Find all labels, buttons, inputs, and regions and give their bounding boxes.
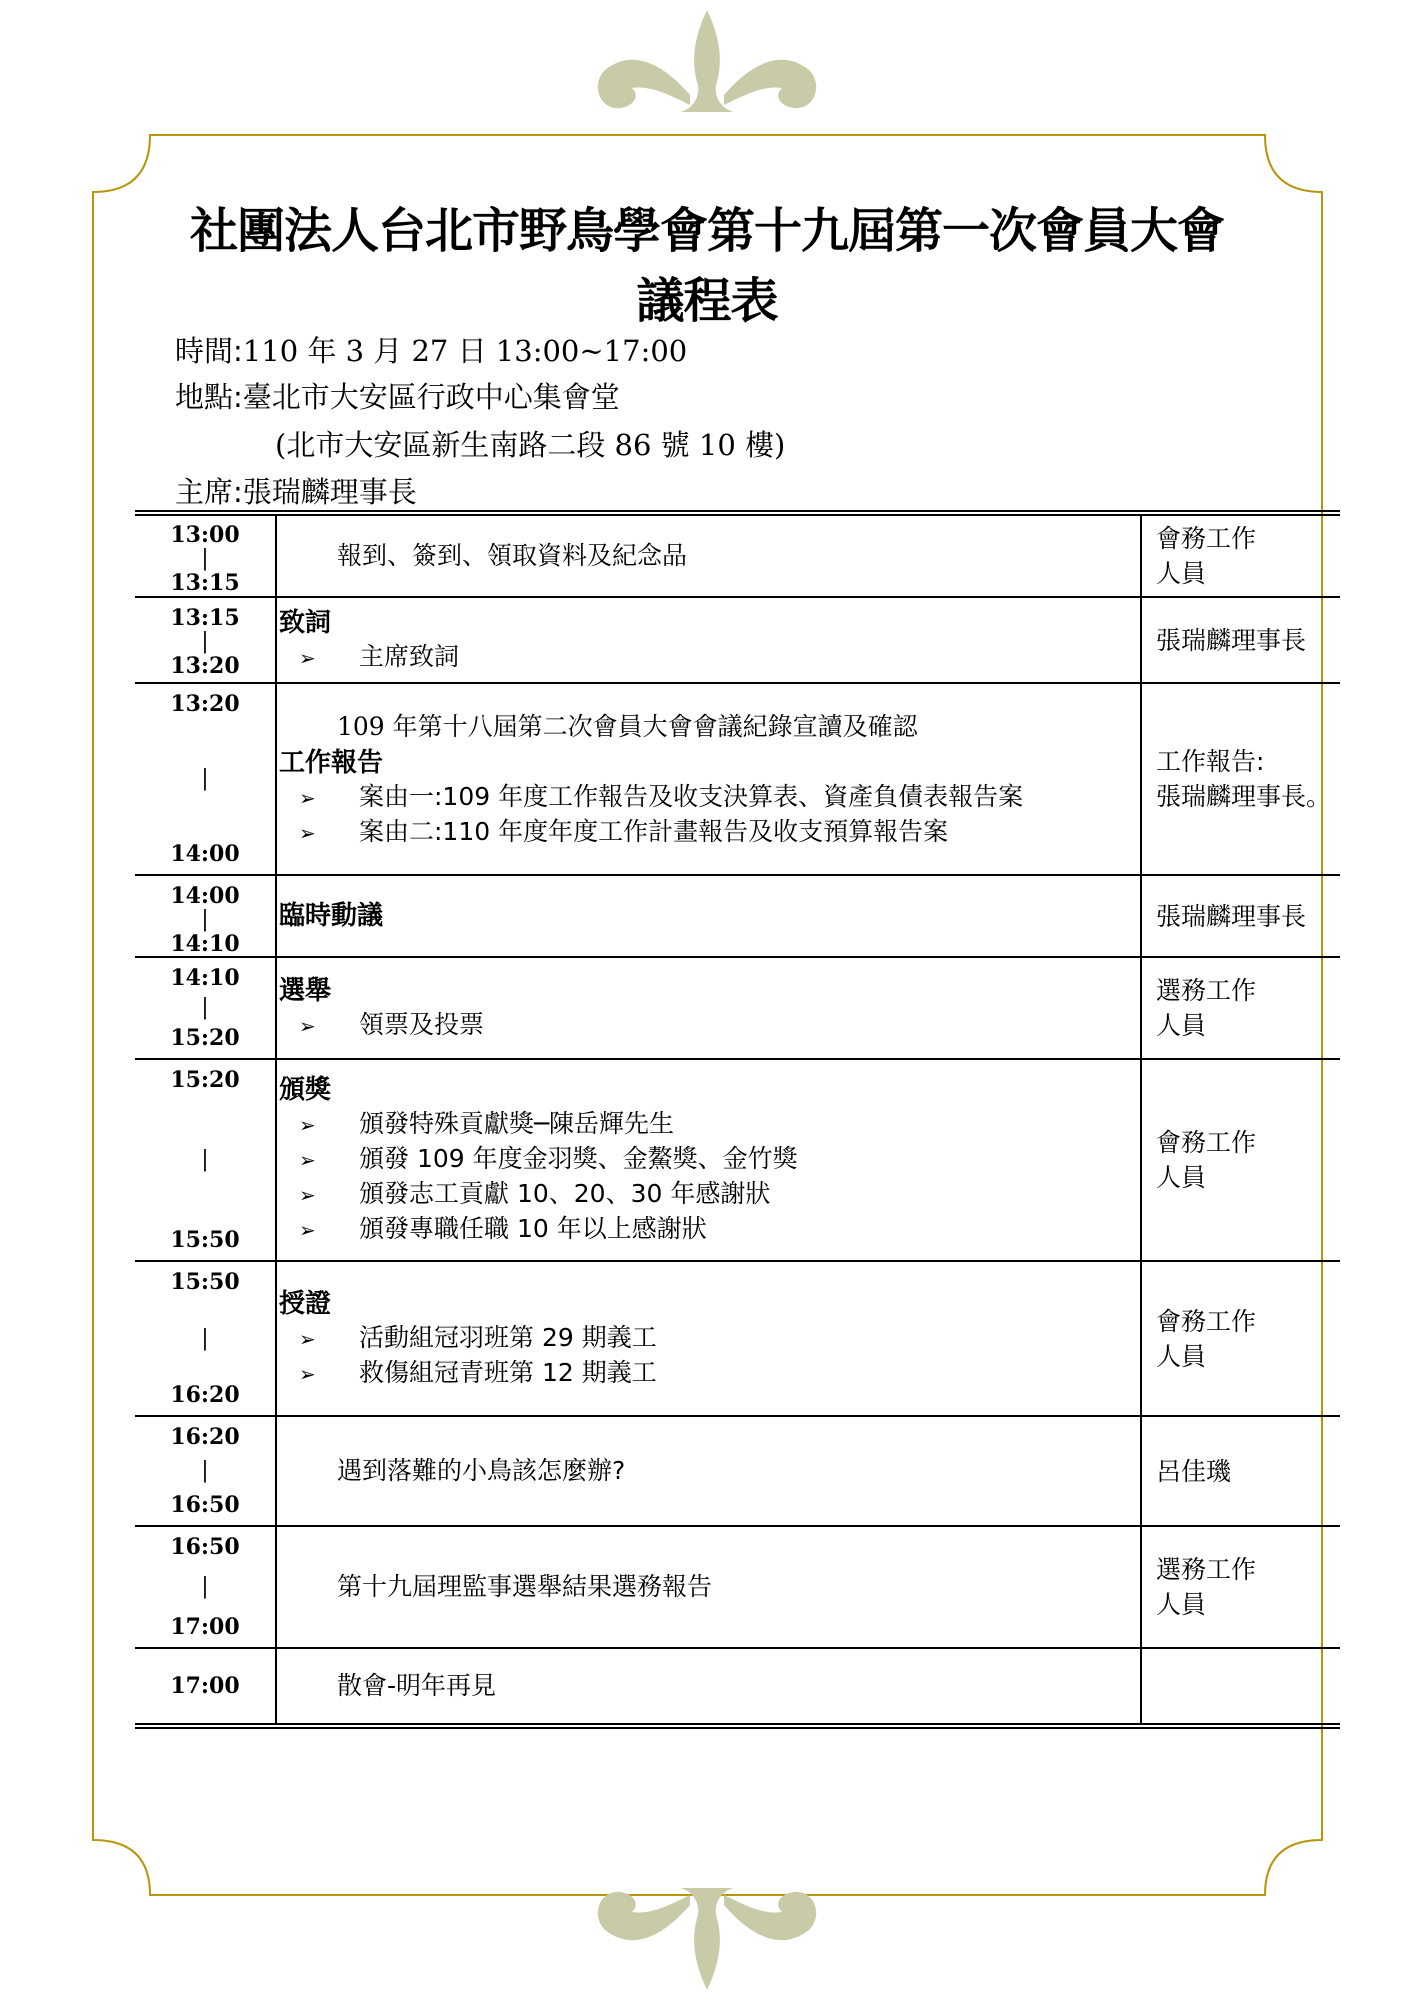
item-heading: 授證 (279, 1288, 332, 1319)
responsible-cell (1141, 1648, 1340, 1726)
bullet-item (277, 1008, 1140, 1043)
item-heading: 工作報告 (279, 748, 384, 778)
time-cell (135, 1059, 276, 1261)
time-cell (135, 597, 276, 683)
start-time: 16:50 (170, 1534, 240, 1560)
item-cell (276, 1648, 1141, 1726)
bullet-text: 頒發特殊貢獻獎─陳岳輝先生 (359, 1109, 675, 1138)
item-text: 報到、簽到、領取資料及紀念品 (337, 541, 688, 570)
time-separator: | (201, 1147, 209, 1172)
time-value: 110 年 3 月 27 日 13:00~17:00 (242, 334, 688, 368)
responsible-cell (1141, 683, 1340, 875)
arrow-bullet-icon: ➢ (299, 821, 316, 845)
bullet-item (277, 640, 1140, 675)
start-time: 14:00 (170, 883, 240, 909)
agenda-row (135, 957, 1340, 1059)
responsible-text: 人員 (1156, 559, 1207, 588)
time-cell (135, 1526, 276, 1648)
responsible-cell (1141, 1059, 1340, 1261)
chair-label: 主席 (175, 475, 234, 509)
item-cell (276, 1261, 1141, 1416)
bullet-text: 頒發志工貢獻 10、20、30 年感謝狀 (359, 1179, 771, 1208)
responsible-text: 張瑞麟理事長 (1156, 901, 1307, 931)
item-heading: 選舉 (279, 975, 332, 1006)
bullet-item (277, 1356, 1140, 1391)
responsible-text: 人員 (1156, 1590, 1207, 1619)
agenda-row (135, 1648, 1340, 1726)
responsible-text: 人員 (1156, 1341, 1207, 1371)
start-time: 13:00 (170, 522, 240, 548)
time-separator: | (201, 629, 209, 654)
item-cell (276, 1526, 1141, 1648)
document-subtitle: 議程表 (636, 273, 778, 329)
arrow-bullet-icon: ➢ (299, 1361, 316, 1386)
responsible-text: 人員 (1156, 1163, 1207, 1192)
end-time: 14:00 (170, 841, 240, 867)
time-separator: | (201, 1574, 209, 1599)
bullet-text: 活動組冠羽班第 29 期義工 (359, 1322, 657, 1352)
arrow-bullet-icon: ➢ (299, 1113, 316, 1137)
responsible-cell (1141, 875, 1340, 957)
bullet-item (277, 1177, 1140, 1212)
start-time: 15:50 (170, 1269, 240, 1295)
document-title: 社團法人台北市野鳥學會第十九屆第一次會員大會 (189, 203, 1224, 259)
agenda-row (135, 1416, 1340, 1526)
responsible-text: 選務工作 (1156, 1555, 1257, 1584)
item-cell (276, 875, 1141, 957)
time-separator: | (201, 1325, 209, 1351)
bullet-item (277, 1321, 1140, 1356)
chair-value: 張瑞麟理事長 (242, 475, 417, 509)
responsible-text: 張瑞麟理事長 (1156, 625, 1307, 655)
responsible-cell (1141, 1416, 1340, 1526)
start-time: 14:10 (170, 965, 240, 991)
item-cell (276, 683, 1141, 875)
time-cell (135, 683, 276, 875)
separator: : (233, 475, 243, 509)
bottom-ornament (598, 1888, 816, 1990)
arrow-bullet-icon: ➢ (299, 1148, 316, 1172)
agenda-row (135, 875, 1340, 957)
item-cell (276, 1059, 1141, 1261)
item-cell (276, 513, 1141, 597)
time-cell (135, 1416, 276, 1526)
bullet-item (277, 1142, 1140, 1177)
top-ornament (598, 10, 816, 112)
arrow-bullet-icon: ➢ (299, 1183, 316, 1207)
item-preamble: 109 年第十八屆第二次會員大會會議紀錄宣讀及確認 (337, 712, 918, 741)
item-heading: 頒獎 (279, 1075, 332, 1105)
agenda-row (135, 1059, 1340, 1261)
time-cell (135, 875, 276, 957)
start-time: 13:20 (170, 691, 240, 717)
item-cell (276, 597, 1141, 683)
item-cell (276, 957, 1141, 1059)
end-time: 15:20 (170, 1025, 240, 1051)
bullet-text: 頒發專職任職 10 年以上感謝狀 (359, 1214, 707, 1243)
item-heading: 致詞 (279, 607, 332, 638)
responsible-text: 呂佳璣 (1156, 1456, 1232, 1486)
meeting-place (175, 375, 620, 416)
bullet-text: 案由一:109 年度工作報告及收支決算表、資產負債表報告案 (359, 782, 1024, 811)
agenda-row (135, 597, 1340, 683)
agenda-row (135, 1526, 1340, 1648)
meeting-address: (北市大安區新生南路二段 86 號 10 樓) (275, 428, 786, 462)
time-separator: | (201, 1458, 209, 1483)
separator: : (233, 334, 243, 368)
bullet-item (277, 780, 1140, 815)
end-time: 16:20 (170, 1382, 240, 1408)
time-separator: | (201, 995, 209, 1020)
agenda-row (135, 683, 1340, 875)
arrow-bullet-icon: ➢ (299, 1218, 316, 1242)
bullet-text: 案由二:110 年度年度工作計畫報告及收支預算報告案 (359, 817, 949, 846)
bullet-text: 領票及投票 (359, 1009, 485, 1039)
meeting-chair (175, 470, 417, 511)
bullet-item (277, 1212, 1140, 1247)
time-cell (135, 1261, 276, 1416)
bullet-text: 頒發 109 年度金羽獎、金鰲獎、金竹獎 (359, 1144, 798, 1173)
agenda-row (135, 1261, 1340, 1416)
meeting-time (175, 329, 687, 370)
responsible-text: 會務工作 (1156, 1306, 1257, 1336)
start-time: 15:20 (170, 1067, 240, 1093)
start-time: 16:20 (170, 1424, 240, 1450)
bullet-text: 救傷組冠青班第 12 期義工 (359, 1357, 657, 1387)
arrow-bullet-icon: ➢ (299, 786, 316, 810)
start-time: 17:00 (170, 1673, 240, 1699)
time-cell (135, 513, 276, 597)
arrow-bullet-icon: ➢ (299, 1326, 316, 1351)
responsible-cell (1141, 1261, 1340, 1416)
responsible-text: 工作報告: (1156, 747, 1265, 776)
time-cell (135, 957, 276, 1059)
responsible-text: 會務工作 (1156, 1128, 1257, 1157)
agenda-table (135, 510, 1340, 1729)
bullet-item (277, 815, 1140, 850)
item-text: 散會-明年再見 (337, 1671, 497, 1700)
responsible-cell (1141, 513, 1340, 597)
place-label: 地點 (175, 380, 234, 414)
item-text: 第十九屆理監事選舉結果選務報告 (337, 1572, 713, 1601)
end-time: 13:20 (170, 653, 240, 679)
responsible-text: 會務工作 (1156, 524, 1257, 553)
time-separator: | (201, 546, 209, 571)
bullet-item (277, 1107, 1140, 1142)
time-separator: | (201, 766, 209, 791)
bullet-text: 主席致詞 (359, 641, 460, 671)
place-value: 臺北市大安區行政中心集會堂 (242, 380, 620, 414)
item-cell (276, 1416, 1141, 1526)
arrow-bullet-icon: ➢ (299, 645, 316, 670)
responsible-cell (1141, 597, 1340, 683)
responsible-text: 張瑞麟理事長。 (1156, 782, 1332, 811)
item-heading: 臨時動議 (279, 901, 384, 931)
time-label: 時間 (175, 334, 234, 368)
end-time: 16:50 (170, 1492, 240, 1518)
start-time: 13:15 (170, 605, 240, 631)
end-time: 17:00 (170, 1614, 240, 1640)
time-cell (135, 1648, 276, 1726)
time-separator: | (201, 907, 209, 932)
arrow-bullet-icon: ➢ (299, 1013, 316, 1038)
responsible-cell (1141, 1526, 1340, 1648)
responsible-text: 人員 (1156, 1011, 1207, 1040)
responsible-cell (1141, 957, 1340, 1059)
end-time: 15:50 (170, 1227, 240, 1253)
end-time: 14:10 (170, 931, 240, 957)
end-time: 13:15 (170, 570, 240, 596)
item-text: 遇到落難的小鳥該怎麼辦? (337, 1456, 626, 1485)
responsible-text: 選務工作 (1156, 976, 1257, 1005)
separator: : (233, 380, 243, 414)
agenda-row (135, 513, 1340, 597)
